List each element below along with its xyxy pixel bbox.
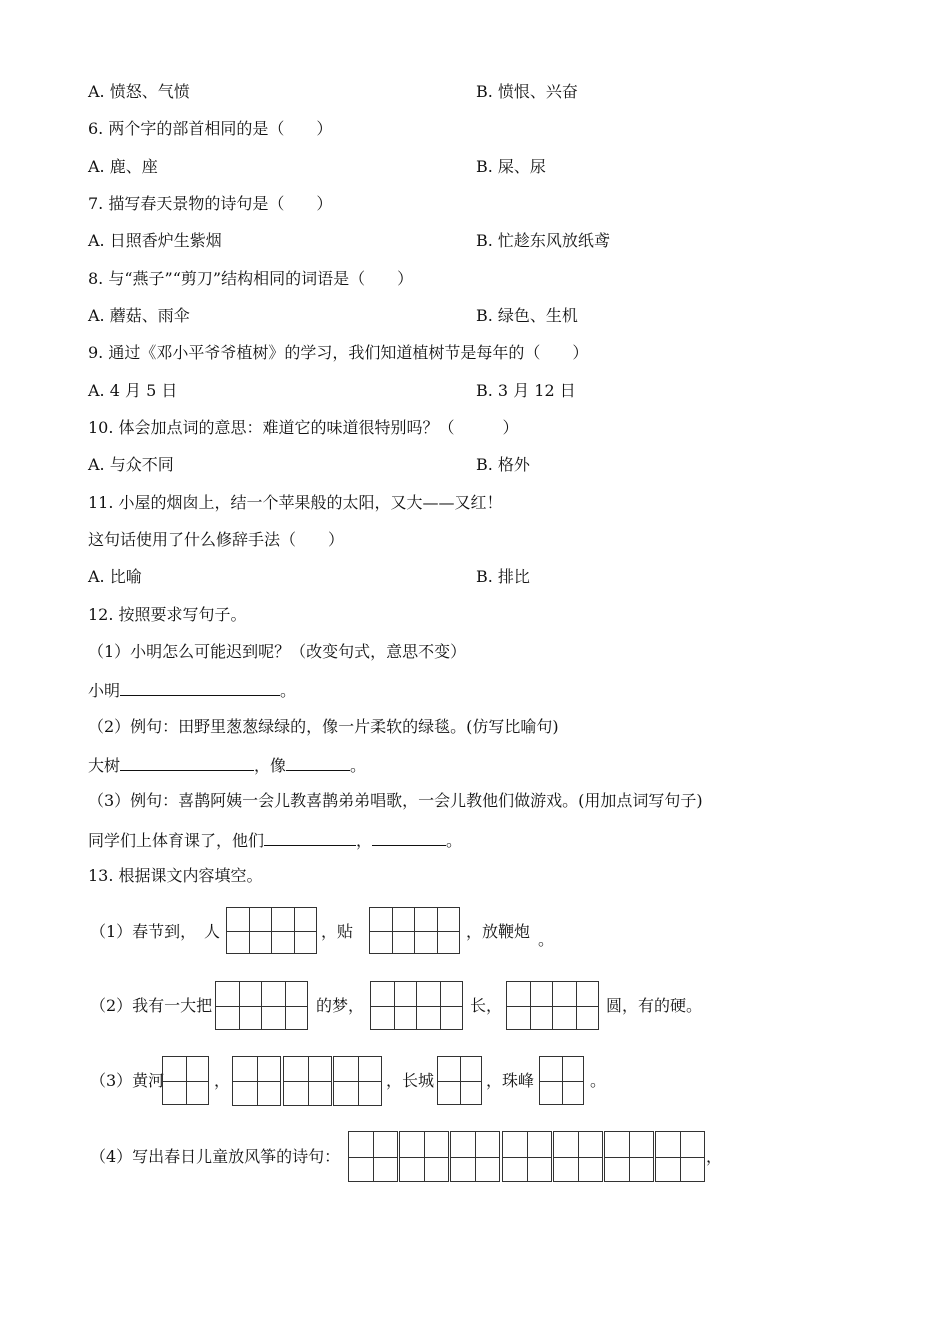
q13-row1-text-d: ，放鞭炮 [466,922,531,941]
q13-row2-text-c: 长， [470,996,503,1015]
q13-row1-box-3[interactable] [369,907,415,954]
q7-stem: 7. 描写春天景物的诗句是（ ） [88,194,333,213]
q12-part3-answer [88,829,462,851]
q13-row4-box-7[interactable] [655,1131,705,1182]
q13-row1-box-4[interactable] [414,907,460,954]
q12-part2-mid: ，像 [254,756,287,775]
q9-option-b: B. 3 月 12 日 [476,381,576,400]
q8-option-b: B. 绿色、生机 [476,306,578,325]
q13-row2-box-6[interactable] [552,981,599,1030]
q13-row4-box-5[interactable] [553,1131,603,1182]
q7-option-b: B. 忙趁东风放纸鸢 [476,231,610,250]
q13-row3-text-c: ，长城 [386,1071,435,1090]
q13-row4-label: （4）写出春日儿童放风筝的诗句： [90,1147,341,1166]
q13-row4-box-6[interactable] [604,1131,654,1182]
q13-row4-box-3[interactable] [450,1131,500,1182]
q13-row3-box-3[interactable] [283,1056,332,1106]
q13-row3-box-4[interactable] [333,1056,382,1106]
q12-part3-blank1[interactable] [264,829,356,846]
q8-stem: 8. 与“燕子”“剪刀”结构相同的词语是（ ） [88,269,414,288]
q7-option-a: A. 日照香炉生紫烟 [88,231,222,250]
q6-option-a: A. 鹿、座 [88,157,158,176]
q13-row4-text-b: ， [706,1147,723,1166]
q13-row1-text-b: 人 [204,922,221,941]
q13-row2-box-2[interactable] [261,981,308,1030]
q13-row1-text-c: ，贴 [321,922,354,941]
q12-part3-mid: ， [356,831,373,850]
q13-row2-text-b: 的梦， [316,996,365,1015]
q12-part1-suffix: 。 [280,681,297,700]
q12-part1: （1）小明怎么可能迟到呢？（改变句式，意思不变） [88,642,467,661]
q12-part3-suffix: 。 [446,831,463,850]
q13-row2-box-4[interactable] [416,981,463,1030]
q8-option-a: A. 蘑菇、雨伞 [88,306,190,325]
q5-option-b: B. 愤恨、兴奋 [476,82,578,101]
q13-row2-label: （2）我有一大把 [90,996,213,1015]
q10-stem: 10. 体会加点词的意思：难道它的味道很特别吗？（ ） [88,418,519,437]
q13-row4-box-1[interactable] [348,1131,398,1182]
q10-option-b: B. 格外 [476,455,530,474]
q12-part3: （3）例句：喜鹊阿姨一会儿教喜鹊弟弟唱歌，一会儿教他们做游戏。(用加点词写句子) [88,791,703,810]
q9-stem: 9. 通过《邓小平爷爷植树》的学习，我们知道植树节是每年的（ ） [88,343,589,362]
q12-part2-blank1[interactable] [120,754,254,771]
q6-option-b: B. 屎、尿 [476,157,546,176]
q13-row3-box-2[interactable] [232,1056,281,1106]
q9-option-a: A. 4 月 5 日 [88,381,178,400]
q13-row1-text-e: 。 [538,930,555,949]
q12-part1-answer [88,679,296,701]
q13-row1-box-2[interactable] [271,907,317,954]
q11-option-b: B. 排比 [476,567,530,586]
q13-row2-box-3[interactable] [370,981,417,1030]
q13-row3-text-e: 。 [590,1071,607,1090]
q11-stem: 11. 小屋的烟囱上，结一个苹果般的太阳，又大——又红！ [88,493,503,512]
q13-row4-box-2[interactable] [399,1131,449,1182]
q13-row3-text-b: ， [214,1071,231,1090]
q12-part2-answer [88,754,366,776]
q13-row2-box-5[interactable] [506,981,553,1030]
q12-part2-blank2[interactable] [286,754,350,771]
q12-part3-prefix: 同学们上体育课了，他们 [88,831,265,850]
q11-stem2: 这句话使用了什么修辞手法（ ） [88,530,345,549]
q13-row3-box-1[interactable] [162,1056,209,1105]
q6-stem: 6. 两个字的部首相同的是（ ） [88,119,333,138]
q13-row1-label: （1）春节到， [90,922,197,941]
q13-row3-label: （3）黄河 [90,1071,165,1090]
q13-row1-box-1[interactable] [226,907,272,954]
q12-part2-prefix: 大树 [88,756,121,775]
q10-option-a: A. 与众不同 [88,455,174,474]
q5-option-a: A. 愤怒、气愤 [88,82,190,101]
q13-row3-box-6[interactable] [539,1056,584,1105]
q12-part2: （2）例句：田野里葱葱绿绿的，像一片柔软的绿毯。(仿写比喻句) [88,717,559,736]
q12-part3-blank2[interactable] [372,829,446,846]
q12-part2-suffix: 。 [350,756,367,775]
q12-stem: 12. 按照要求写句子。 [88,605,247,624]
q13-row3-box-5[interactable] [437,1056,482,1105]
q13-row4-box-4[interactable] [502,1131,552,1182]
q12-part1-prefix: 小明 [88,681,121,700]
q13-stem: 13. 根据课文内容填空。 [88,866,263,885]
q11-option-a: A. 比喻 [88,567,142,586]
q13-row2-text-d: 圆，有的硬。 [606,996,703,1015]
q12-part1-blank[interactable] [120,679,280,696]
q13-row3-text-d: ，珠峰 [486,1071,535,1090]
q13-row2-box-1[interactable] [215,981,262,1030]
